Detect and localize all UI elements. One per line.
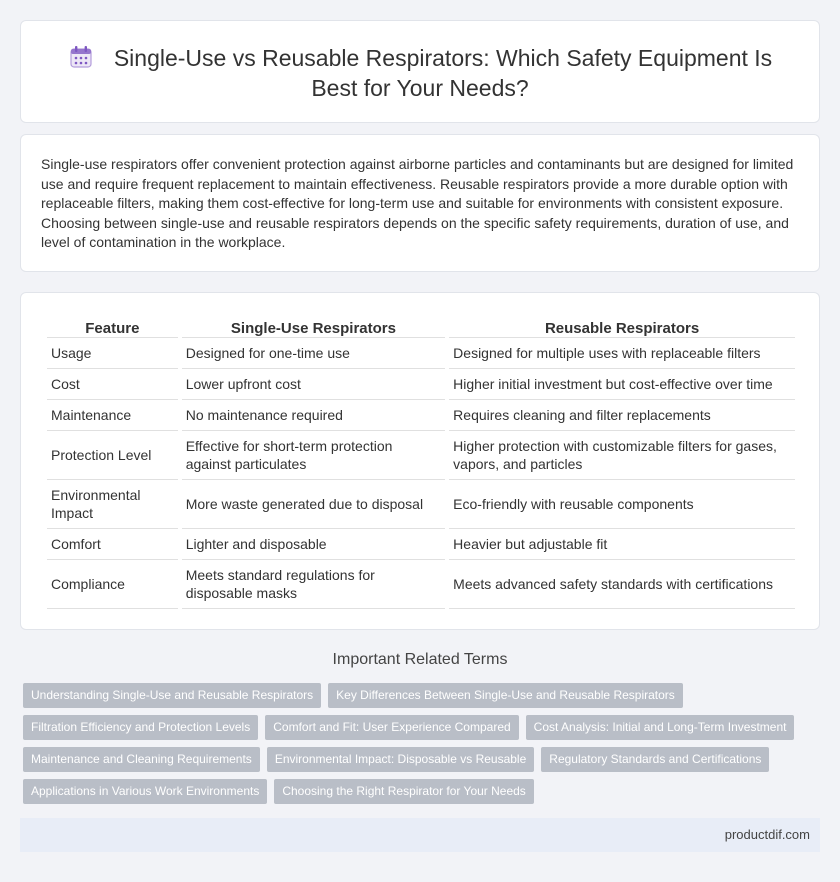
related-term-tag[interactable]: Regulatory Standards and Certifications bbox=[541, 747, 769, 772]
related-term-tag[interactable]: Comfort and Fit: User Experience Compared bbox=[265, 715, 518, 740]
feature-cell: Compliance bbox=[47, 560, 178, 609]
table-row bbox=[47, 369, 795, 400]
related-term-tag[interactable]: Filtration Efficiency and Protection Levels bbox=[23, 715, 258, 740]
related-term-tag[interactable]: Applications in Various Work Environments bbox=[23, 779, 267, 804]
reusable-cell: Higher protection with customizable filters for gases, vapors, and particles bbox=[449, 431, 795, 480]
calendar-icon bbox=[68, 44, 94, 70]
single-use-cell: Effective for short-term protection against particulates bbox=[182, 431, 445, 480]
site-name[interactable]: productdif.com bbox=[724, 827, 810, 842]
table-row bbox=[47, 400, 795, 431]
related-term-tag[interactable]: Maintenance and Cleaning Requirements bbox=[23, 747, 260, 772]
related-term-tag[interactable]: Choosing the Right Respirator for Your Needs bbox=[274, 779, 533, 804]
related-term-tag[interactable]: Understanding Single-Use and Reusable Respirators bbox=[23, 683, 321, 708]
comparison-table bbox=[43, 315, 799, 609]
single-use-cell: Lighter and disposable bbox=[182, 529, 445, 560]
footer bbox=[20, 818, 820, 852]
reusable-cell: Designed for multiple uses with replaceable filters bbox=[449, 338, 795, 369]
intro-paragraph: Single-use respirators offer convenient protection against airborne particles and contaminants but are designed for limited use and require frequent replacement to maintain effectiveness. Reusable respirators provide a more durable option with replaceable filters, making them cost-effective for long-term use and suitable for environments with consistent exposure. Choosing between single-use and reusable respirators depends on the specific safety requirements, duration of use, and level of contamination in the workplace. bbox=[41, 156, 794, 251]
header-card bbox=[20, 20, 820, 123]
single-use-cell: Designed for one-time use bbox=[182, 338, 445, 369]
header-feature: Feature bbox=[47, 315, 178, 338]
header-single-use: Single-Use Respirators bbox=[182, 315, 445, 338]
table-row bbox=[47, 431, 795, 480]
table-row bbox=[47, 529, 795, 560]
feature-cell: Usage bbox=[47, 338, 178, 369]
table-row bbox=[47, 560, 795, 609]
reusable-cell: Requires cleaning and filter replacements bbox=[449, 400, 795, 431]
reusable-cell: Heavier but adjustable fit bbox=[449, 529, 795, 560]
title-text: Single-Use vs Reusable Respirators: Which Safety Equipment Is Best for Your Needs? bbox=[113, 45, 773, 101]
related-term-tag[interactable]: Environmental Impact: Disposable vs Reusable bbox=[267, 747, 534, 772]
related-terms-heading: Important Related Terms bbox=[332, 651, 508, 668]
header-reusable: Reusable Respirators bbox=[449, 315, 795, 338]
single-use-cell: Meets standard regulations for disposable masks bbox=[182, 560, 445, 609]
page-title bbox=[51, 43, 789, 103]
table-row bbox=[47, 338, 795, 369]
table-header-row bbox=[47, 315, 795, 338]
reusable-cell: Eco-friendly with reusable components bbox=[449, 480, 795, 529]
feature-cell: Comfort bbox=[47, 529, 178, 560]
reusable-cell: Meets advanced safety standards with certifications bbox=[449, 560, 795, 609]
table-row bbox=[47, 480, 795, 529]
single-use-cell: No maintenance required bbox=[182, 400, 445, 431]
comparison-card bbox=[20, 292, 820, 630]
single-use-cell: Lower upfront cost bbox=[182, 369, 445, 400]
related-term-tag[interactable]: Cost Analysis: Initial and Long-Term Investment bbox=[526, 715, 795, 740]
feature-cell: Protection Level bbox=[47, 431, 178, 480]
related-terms-list bbox=[23, 683, 803, 811]
feature-cell: Cost bbox=[47, 369, 178, 400]
related-term-tag[interactable]: Key Differences Between Single-Use and Reusable Respirators bbox=[328, 683, 683, 708]
reusable-cell: Higher initial investment but cost-effective over time bbox=[449, 369, 795, 400]
intro-card bbox=[20, 134, 820, 272]
feature-cell: Maintenance bbox=[47, 400, 178, 431]
single-use-cell: More waste generated due to disposal bbox=[182, 480, 445, 529]
feature-cell: Environmental Impact bbox=[47, 480, 178, 529]
